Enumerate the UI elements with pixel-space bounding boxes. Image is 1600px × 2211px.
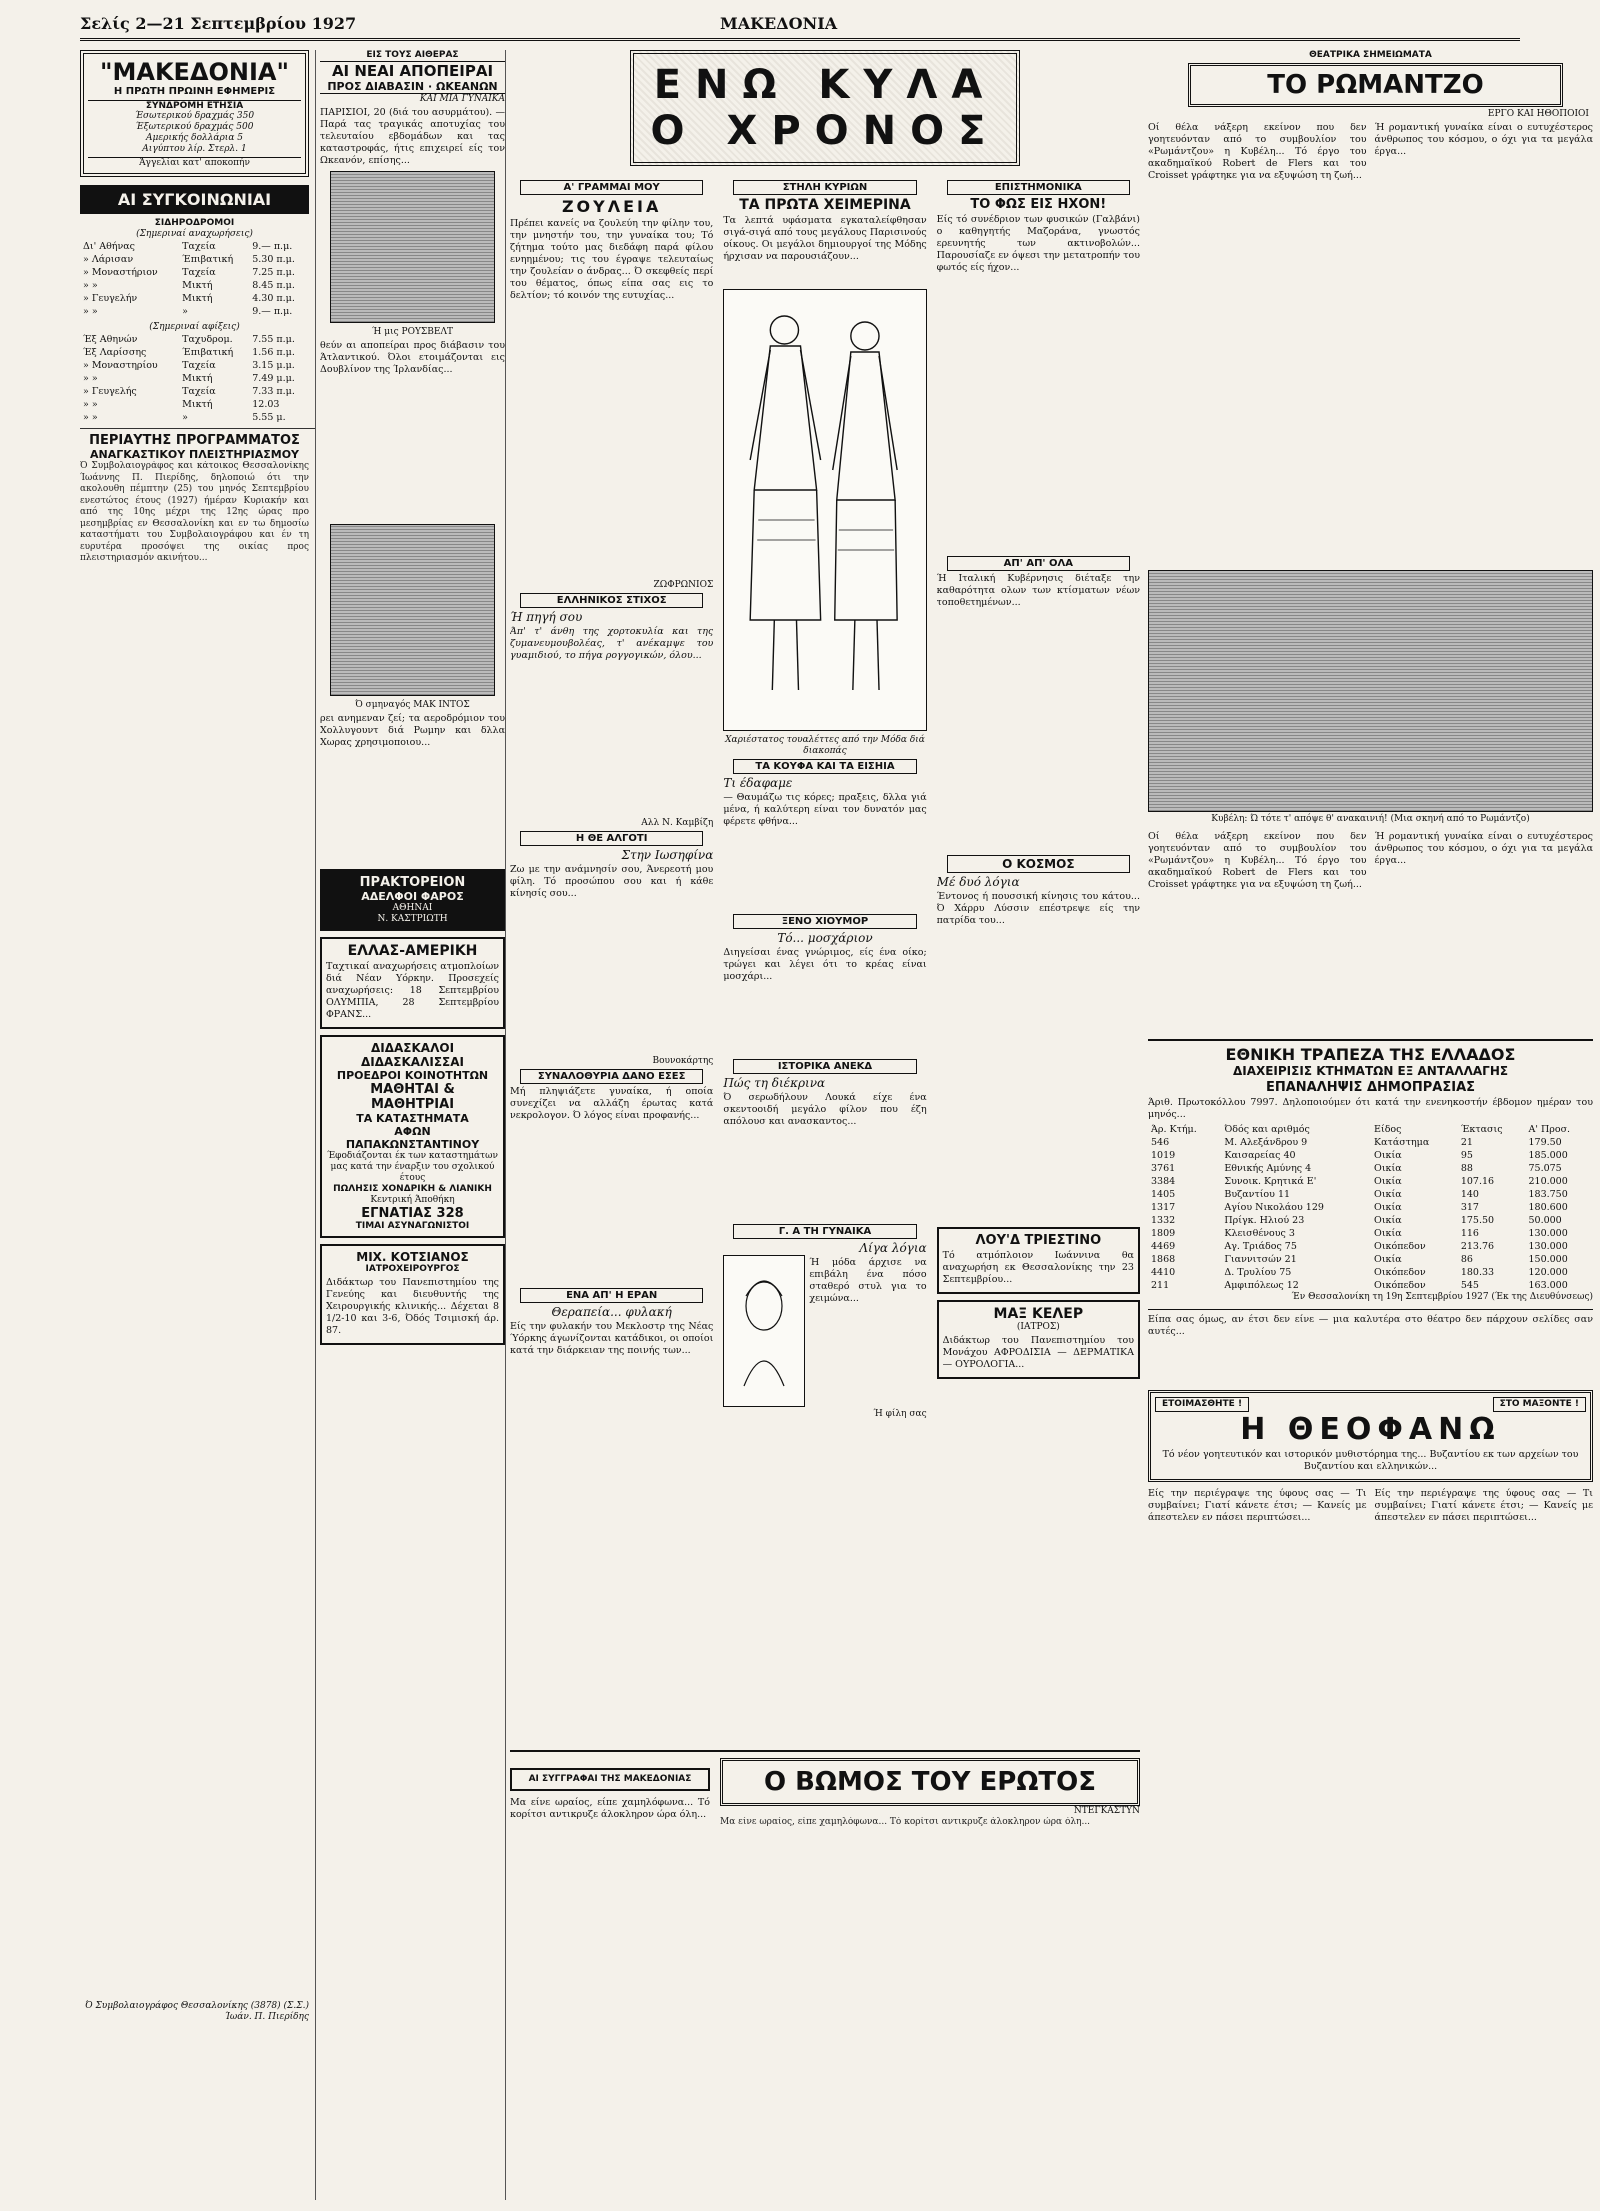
cell: 545: [1460, 1280, 1479, 1291]
article-body: Ή Ιταλική Κυβέρνησις διέταξε την καθαρότητα ολων των κτίσματων νέων τοποθετημένων...: [936, 573, 1140, 608]
shipping-line-body: Τό ατμόπλοιον Ιωάννινα θα αναχωρήση εκ Θεσσαλονίκης την 23 Σεπτεμβρίου...: [942, 1250, 1134, 1285]
cell: 88: [1460, 1163, 1473, 1174]
serial-box: [510, 1758, 710, 2157]
school-ad-footer: ΤΙΜΑΙ ΑΣΥΝΑΓΩΝΙΣΤΟΙ: [355, 1221, 470, 1231]
section-kicker: Α' ΓΡΑΜΜΑΙ ΜΟΥ: [520, 180, 703, 195]
article-body: Είς την φυλακήν του Μεκλοστρ της Νέας Ύόρκης άγωνίζονται κατάδικοι, οι οποίοι κατά την διάρκειαν της ποινής των...: [510, 1321, 714, 1356]
subcolumn-2: [723, 178, 926, 1573]
table-row: [1148, 1214, 1593, 1227]
article-body: Είς τό συνέδριον των φυσικών (Γαλβάνι) ο καθηγητής Μαζοράνα, γνωστός ερευνητής των ακτινοβολών... Παρουσίαζε εν όψεσι την μετατροπήν του φωτός είς ήχον...: [936, 214, 1140, 273]
aviation-subtitle: ΠΡΟΣ ΔΙΑΒΑΣΙΝ · ΩΚΕΑΝΩΝ: [320, 80, 505, 94]
section-kicker: ΣΤΗΛΗ ΚΥΡΙΩΝ: [733, 180, 916, 195]
cell-time: 7.49 μ.μ.: [252, 373, 295, 384]
cell: Μ. Αλεξάνδρου 9: [1224, 1137, 1308, 1148]
table-row: [80, 346, 309, 359]
column-header: Έκτασις: [1460, 1124, 1503, 1135]
woman-portrait-icon: [724, 1256, 804, 1406]
theatre-photo-caption: Κυβέλη: Ώ τότε τ' απόψε θ' ανακαινιή! (Μια σκηνή από το Ρωμάντζο): [1211, 814, 1530, 824]
cell: Οικία: [1374, 1163, 1402, 1174]
cell: 50.000: [1528, 1215, 1562, 1226]
school-ad-line: ΤΑ ΚΑΤΑΣΤΗΜΑΤΑ: [356, 1112, 469, 1125]
cell: Οικία: [1374, 1150, 1402, 1161]
section-kicker: Η ΘΕ ΑΛΓΟΤΙ: [520, 831, 703, 846]
cell: Οικόπεδον: [1374, 1280, 1426, 1291]
pilot-photo: [330, 524, 495, 696]
table-row: [80, 305, 309, 318]
cell: Γιαννιτσών 21: [1224, 1254, 1297, 1265]
bank-auction: ΕΠΑΝΑΛΗΨΙΣ ΔΗΜΟΠΡΑΣΙΑΣ: [1265, 1080, 1476, 1095]
table-row: [1148, 1240, 1593, 1253]
cell: 140: [1460, 1189, 1479, 1200]
cell: 546: [1151, 1137, 1170, 1148]
cell-time: 7.33 π.μ.: [252, 386, 295, 397]
agency-name: ΑΔΕΛΦΟΙ ΦΑΡΟΣ: [361, 890, 464, 903]
cell: 1405: [1151, 1189, 1176, 1200]
cell-dest: Έξ Λαρίσσης: [83, 347, 147, 358]
article-body: Διηγείσαι ένας γνώριμος, είς ένα οίκο; τρώγει και λέγει ότι το κρέας είναι μοσχάρι...: [723, 947, 927, 982]
divider: [80, 428, 315, 429]
cell-time: 9.— π.μ.: [252, 306, 293, 317]
novel-title: Η ΘΕΟΦΑΝΩ: [1240, 1412, 1501, 1447]
auction-title: ΠΕΡΙΑΥΤΗΣ ΠΡΟΓΡΑΜΜΑΤΟΣ: [89, 433, 300, 448]
cell: 3384: [1151, 1176, 1176, 1187]
novel-ad-kickers: [1155, 1397, 1586, 1412]
cell-time: 5.55 μ.: [252, 412, 286, 423]
poem-signature: Αλλ Ν. Καμβίζη: [641, 818, 714, 828]
cell: Αμφιπόλεως 12: [1224, 1280, 1299, 1291]
novel-excerpt: [1148, 1486, 1593, 1660]
table-row: [80, 279, 309, 292]
communications-title: ΑΙ ΣΥΓΚΟΙΝΩΝΙΑΙ: [80, 185, 309, 214]
article-title: Μέ δυό λόγια: [936, 875, 1020, 889]
shipping-ad: [320, 937, 505, 1029]
cell: 1317: [1151, 1202, 1176, 1213]
auction-subtitle: ΑΝΑΓΚΑΣΤΙΚΟΥ ΠΛΕΙΣΤΗΡΙΑΣΜΟΥ: [89, 448, 300, 461]
bank-title: ΕΘΝΙΚΗ ΤΡΑΠΕΖΑ ΤΗΣ ΕΛΛΑΔΟΣ: [1225, 1045, 1516, 1064]
cell: 179.50: [1528, 1137, 1562, 1148]
theatre-columns: [1148, 120, 1593, 564]
article-body: Ή μόδα άρχισε να επιβάλη ένα πόσο σταθερό στυλ για το χειμώνα...: [809, 1257, 927, 1304]
section-kicker: ΕΠΙΣΤΗΜΟΝΙΚΑ: [947, 180, 1130, 195]
communications-section: [80, 185, 309, 424]
doctor-keller-body: Διδάκτωρ του Πανεπιστημίου του Μονάχου ΑΦΡΟΔΙΣΙΑ — ΔΕΡΜΑΤΙΚΑ — ΟΥΡΟΛΟΓΙΑ...: [942, 1335, 1134, 1370]
novel-kicker-1: ΕΤΟΙΜΑΣΘΗΤΕ !: [1155, 1397, 1249, 1412]
subscription-line: Αιγύπτου λίρ. Στερλ. 1: [142, 144, 247, 154]
auction-body: [80, 461, 309, 2001]
cell: 86: [1460, 1254, 1473, 1265]
cell-dest: » Γευγελής: [83, 386, 137, 397]
subcolumn-3: [937, 178, 1140, 1573]
article-title: Πώς τη διέκρινα: [723, 1076, 826, 1090]
cell: Πρίγκ. Ηλιού 23: [1224, 1215, 1305, 1226]
column-header: Άρ. Κτήμ.: [1151, 1124, 1197, 1135]
section-kicker: ΤΑ ΚΟΥΦΑ ΚΑΙ ΤΑ ΕΙΣΗΙΑ: [733, 759, 916, 774]
cell: Συνοικ. Κρητικά Ε': [1224, 1176, 1317, 1187]
table-row: [80, 372, 309, 385]
novel-body-2: Είς την περιέγραψε της ύφους σας — Τι συμβαίνει; Γιατί κάνετε έτσι; — Κανείς με άπεστελεν εν πάσει περιπτώσει...: [1374, 1488, 1593, 1523]
cell: 4469: [1151, 1241, 1176, 1252]
cell: 1809: [1151, 1228, 1176, 1239]
article-title: ΤΟ ΦΩΣ ΕΙΣ ΗΧΟΝ!: [970, 197, 1107, 212]
school-ad-line: ΜΑΘΗΤΑΙ &: [370, 1082, 455, 1097]
cell-type: Μικτή: [182, 399, 213, 410]
school-ad-footer: ΠΩΛΗΣΙΣ ΧΟΝΔΡΙΚΗ & ΛΙΑΝΙΚΗ: [333, 1184, 492, 1194]
serial-novel-section: [510, 1750, 1140, 2200]
subscription-line: Έσωτερικού δραχμάς 350: [134, 111, 255, 121]
serial-continued: Μα είνε ωραίος, είπε χαμηλόφωνα... Τό κορίτσι αντικρυζε άλοκληρον ώρα όλη...: [720, 1817, 1091, 1827]
cell: 3761: [1151, 1163, 1176, 1174]
novel-subtitle: Τό νέον γοητευτικόν και ιστορικόν μυθιστόρημα της... Βυζαντίου εκ των αρχείων του Βυζαντίου και ελληνικών...: [1162, 1449, 1579, 1472]
agency-line: ΑΘΗΝΑΙ: [392, 903, 433, 913]
serial-author: ΝΤΕΓΚΑΣΤΥΝ: [1073, 1806, 1140, 1816]
cell: 183.750: [1528, 1189, 1568, 1200]
cell-type: Ταχεία: [182, 360, 216, 371]
article-title: Τό... μοσχάριον: [777, 931, 873, 945]
school-supplies-ad: [320, 1035, 505, 1238]
pilot-caption: Ό σμηναγός ΜΑΚ ΙΝΤΟΣ: [355, 700, 470, 710]
novel-body: Είς την περιέγραψε της ύφους σας — Τι συμβαίνει; Γιατί κάνετε έτσι; — Κανείς με άπεστελεν εν πάσει περιπτώσει...: [1148, 1488, 1367, 1523]
cell-type: Ταχεία: [182, 267, 216, 278]
aviation-body: ΠΑΡΙΣΙΟΙ, 20 (διά του ασυρμάτου). — Παρά τας τραγικάς αποτυχίας του τελευταίου εβδομάδων και τας καταστροφάς, ήτις επιχειρεί είς τον Ωκεανόν, επίσης...: [320, 107, 505, 166]
cell-time: 8.45 π.μ.: [252, 280, 295, 291]
article-body: Ζω με την ανάμνησίν σου, Άνερεοτή μου φίλη. Τό προσώπου σου και ή κάθε κίνησίς σου...: [510, 864, 714, 899]
table-row: [1148, 1136, 1593, 1149]
article-title: Λίγα λόγια: [859, 1241, 927, 1255]
cell-dest: » »: [83, 280, 98, 291]
table-row: [80, 398, 309, 411]
table-row: [1148, 1279, 1593, 1292]
table-row: [1148, 1149, 1593, 1162]
school-ad-small: Έφοδιάζονται έκ των καταστημάτων μας κατά την έναρξιν του σχολικού έτους: [327, 1151, 498, 1183]
article-body: Τα λεπτά υφάσματα εγκαταλείφθησαν σιγά-σιγά από τους μεγάλους Παρισινούς οίκους. Οι μεγάλοι δημιουργοί της Μόδης ήρχισαν να παρουσιάζουν...: [723, 215, 927, 262]
section-kicker: Γ. Α ΤΗ ΓΥΝΑΙΚΑ: [733, 1224, 916, 1239]
cell-dest: » Μοναστηρίου: [83, 360, 158, 371]
cell: Οικία: [1374, 1176, 1402, 1187]
auction-signature: Ό Συμβολαιογράφος Θεσσαλονίκης (3878) (Σ.Σ.) Ίωάν. Π. Πιερίδης: [85, 2001, 309, 2022]
doctor-keller-ad: [937, 1300, 1140, 1379]
doctor-body: Διδάκτωρ του Πανεπιστημίου της Γενεύης και διευθυντής της Χειρουργικής κλινικής... Δέχεται 8 1/2-10 και 3-6, Όδός Τσιμισκή άρ. 87.: [326, 1277, 499, 1336]
masthead-subtitle: Η ΠΡΩΤΗ ΠΡΩΙΝΗ ΕΦΗΜΕΡΙΣ: [113, 86, 276, 97]
cell-type: »: [182, 306, 188, 317]
cell: Αγ. Τριάδος 75: [1224, 1241, 1297, 1252]
cell-type: Έπιβατική: [182, 254, 234, 265]
poem-title: Ή πηγή σου: [510, 610, 583, 624]
cell-type: Μικτή: [182, 293, 213, 304]
theatre-body-4: Ή ρομαντική γυναίκα είναι ο ευτυχέστερος άνθρωπος του κόσμου, ο όχι για τα μεγάλα έργα...: [1374, 831, 1593, 866]
woman-sketch: [723, 1255, 805, 1407]
cell-type: Μικτή: [182, 280, 213, 291]
cell: 1019: [1151, 1150, 1176, 1161]
article-body: Μή πληψιάζετε γυναίκα, ή οποία συνεχίζει να αλλάζη έρωτας κατά νεκρολογον. Ό λόγος είναι προφανής...: [510, 1086, 714, 1121]
theatre-body-3: Οί θέλα νάξερη εκείνον που δεν γοητευόνταν από το συμβουλίον του «Ρωμάντζου» η Κυβέλη... Τό έργο του ακαδημαϊκού Robert de Flers και του Croisset γράφτηκε για να εξυψώση τη ζωή...: [1148, 831, 1367, 890]
article-body: Ό σερωδήλουν Λουκά είχε ένα σκεντοοιδή μεγάλο φίλον που έζη απόλουσ και ανασκαντος...: [723, 1092, 927, 1127]
cell: 130.000: [1528, 1241, 1568, 1252]
cell-time: 5.30 π.μ.: [252, 254, 295, 265]
cell-type: Μικτή: [182, 373, 213, 384]
cell: 120.000: [1528, 1267, 1568, 1278]
column-header: Είδος: [1374, 1124, 1402, 1135]
serial-kicker: ΑΙ ΣΥΓΓΡΑΦΑΙ ΤΗΣ ΜΑΚΕΔΟΝΙΑΣ: [528, 1774, 692, 1784]
cell: Οικόπεδον: [1374, 1241, 1426, 1252]
page-date: Σελίς 2—21 Σεπτεμβρίου 1927: [80, 14, 357, 33]
bank-footer: Έν Θεσσαλονίκη τη 19η Σεπτεμβρίου 1927 (Έκ της Διευθύνσεως): [1291, 1292, 1593, 1302]
serial-title: Ο ΒΩΜΟΣ ΤΟΥ ΕΡΩΤΟΣ: [720, 1758, 1140, 1806]
table-row: [1148, 1188, 1593, 1201]
subscription-label: ΣΥΝΔΡΟΜΗ ΕΤΗΣΙΑ: [88, 100, 301, 111]
school-ad-footer: Κεντρική Άποθήκη: [370, 1195, 455, 1205]
novel-kicker-2: ΣΤΟ ΜΑΞΟΝΤΕ !: [1493, 1397, 1586, 1412]
rail-label: ΣΙΔΗΡΟΔΡΟΜΟΙ: [154, 218, 235, 228]
women-column: [723, 1255, 926, 1409]
subscription-prices: [88, 111, 301, 155]
cell-dest: » Λάρισαν: [83, 254, 134, 265]
cell: 1868: [1151, 1254, 1176, 1265]
cell: Δ. Τρυλίου 75: [1224, 1267, 1292, 1278]
fashion-caption: Χαριέστατος τουαλέττες από την Μόδα διά διακοπάς: [725, 735, 925, 756]
cell: Εθνικής Αμύνης 4: [1224, 1163, 1312, 1174]
page-header: [80, 8, 1520, 41]
doctor-keller-title: (ΙΑΤΡΟΣ): [1016, 1322, 1060, 1332]
cell-dest: » »: [83, 399, 98, 410]
auction-article: [80, 433, 309, 2023]
serial-body: Μα είνε ωραίος, είπε χαμηλόφωνα... Τό κορίτσι αντικρυζε άλοκληρον ώρα όλη...: [510, 1797, 710, 1820]
doctor-ad: [320, 1244, 505, 1345]
bank-table: [1148, 1123, 1593, 1292]
cell: Αγίου Νικολάου 129: [1224, 1202, 1324, 1213]
portrait-caption: Ή μις ΡΟΥΣΒΕΛΤ: [372, 327, 453, 337]
theatre-scene-photo: [1148, 570, 1593, 812]
cell: 317: [1460, 1202, 1479, 1213]
cell-time: 4.30 π.μ.: [252, 293, 295, 304]
column-3: [510, 50, 1140, 2200]
theatre-body-2: Ή ρομαντική γυναίκα είναι ο ευτυχέστερος άνθρωπος του κόσμου, ο όχι για τα μεγάλα έργα...: [1374, 122, 1593, 157]
agency-title: ΠΡΑΚΤΟΡΕΙΟΝ: [359, 875, 466, 890]
cell: 107.16: [1460, 1176, 1495, 1187]
cell-type: Ταχεία: [182, 241, 216, 252]
school-ad-title: ΔΙΔΑΣΚΑΛΟΙ ΔΙΔΑΣΚΑΛΙΣΣΑΙ: [360, 1041, 464, 1069]
article-title: Τι έδαφαμε: [723, 776, 793, 790]
serial-title-box: [510, 1768, 710, 1791]
table-row: [1148, 1162, 1593, 1175]
cell: 4410: [1151, 1267, 1176, 1278]
cell: Κλεισθένους 3: [1224, 1228, 1295, 1239]
cell-type: »: [182, 412, 188, 423]
article-body: Έντονος ή πουσσική κίνησις του κάτου... Ό Χάρρυ Λύσσιν επέστρεψε είς την πατρίδα του...: [936, 891, 1140, 926]
agency-ad: [320, 869, 505, 931]
cell: Κατάστημα: [1374, 1137, 1430, 1148]
column-header: Α' Προσ.: [1528, 1124, 1571, 1135]
departures-table: [80, 333, 309, 424]
aviation-subsub: ΚΑΙ ΜΙΑ ΓΥΝΑΙΚΑ: [419, 94, 505, 104]
fashion-figures-icon: [724, 290, 925, 730]
ads-note: Άγγελίαι κατ' αποκοπήν: [88, 157, 301, 169]
table-row: [80, 411, 309, 424]
cell-time: 9.— π.μ.: [252, 241, 293, 252]
cell: Οικόπεδον: [1374, 1267, 1426, 1278]
section-kicker: ΣΥΝΑΛΟΘΥΡΙΑ ΔΑΝΟ ΕΣΕΣ: [520, 1069, 703, 1084]
arrivals-label: (Σημεριναί αναχωρήσεις): [136, 229, 253, 239]
fashion-illustration: [723, 289, 926, 731]
table-row: [1148, 1175, 1593, 1188]
table-row: [1148, 1201, 1593, 1214]
school-ad-line: ΠΡΟΕΔΡΟΙ ΚΟΙΝΟΤΗΤΩΝ: [336, 1069, 489, 1082]
section-kicker: ΞΕΝΟ ΧΙΟΥΜΟΡ: [733, 914, 916, 929]
cell: 175.50: [1460, 1215, 1495, 1226]
table-row: [80, 333, 309, 346]
cell: 130.000: [1528, 1228, 1568, 1239]
section-kicker: ΕΛΛΗΝΙΚΟΣ ΣΤΙΧΟΣ: [520, 593, 703, 608]
table-row: [1148, 1266, 1593, 1279]
column-header: Όδός και αριθμός: [1224, 1124, 1310, 1135]
cell: 185.000: [1528, 1150, 1568, 1161]
cell: 180.600: [1528, 1202, 1568, 1213]
aviation-body-2: θεύν αι αποπείραι προς διάβασιν του Άτλαντικού. Όλοι ετοιμάζονται εις Δουβλίνον της Ίρλανδίας...: [320, 340, 505, 375]
school-ad-line: ΜΑΘΗΤΡΙΑΙ: [370, 1097, 455, 1112]
section-kicker: ΙΣΤΟΡΙΚΑ ΑΝΕΚΔ: [733, 1059, 916, 1074]
table-row: [80, 266, 309, 279]
arrivals-table: [80, 240, 309, 318]
subscription-line: Έξωτερικού δραχμάς 500: [135, 122, 254, 132]
cell: Οικία: [1374, 1202, 1402, 1213]
feature-subcolumns: [510, 178, 1140, 1573]
theatre-body: Οί θέλα νάξερη εκείνον που δεν γοητευόνταν από το συμβουλίον του «Ρωμάντζου» η Κυβέλη... Τό έργο του ακαδημαϊκού Robert de Flers και του Croisset γράφτηκε για να εξυψώση τη ζωή...: [1148, 122, 1367, 181]
poem-body: Άπ' τ' άνθη της χορτοκυλία και της ζυμανευμουβολέας, τ' ανέκαμψε του γυαμιδιού, το πήγα ρογγογικών, όλου...: [510, 626, 714, 661]
theatre-columns-2: [1148, 829, 1593, 1033]
masthead-title: "ΜΑΚΕΔΟΝΙΑ": [99, 58, 290, 86]
bank-subtitle: ΔΙΑΧΕΙΡΙΣΙΣ ΚΤΗΜΑΤΩΝ ΕΞ ΑΝΤΑΛΛΑΓΗΣ: [1232, 1064, 1509, 1078]
cell-time: 7.55 π.μ.: [252, 334, 295, 345]
aviation-title: ΑΙ ΝΕΑΙ ΑΠΟΠΕΙΡΑΙ: [331, 62, 494, 80]
subcolumn-1: [510, 178, 713, 1573]
cell: 1332: [1151, 1215, 1176, 1226]
shipping-title: ΕΛΛΑΣ-ΑΜΕΡΙΚΗ: [347, 943, 478, 959]
cell: 213.76: [1460, 1241, 1495, 1252]
newspaper-name: ΜΑΚΕΔΟΝΙΑ: [720, 14, 838, 33]
subscription-line: Αμερικής δολλάρια 5: [145, 133, 243, 143]
article-title: ΖΟΥΛΕΙΑ: [561, 197, 662, 216]
cell-type: Ταχεία: [182, 386, 216, 397]
departures-label: (Σημεριναί αφίξεις): [149, 322, 240, 332]
article-signature: ΖΩΦΡΩΝΙΟΣ: [653, 580, 714, 590]
article-body: Πρέπει κανείς να ζουλεύη την φίλην του, την μνηστήν του, την γυναίκα του; Τό ζήτημα τούτο μας διεδάφη παρά φίλου ενηημένου; τις του έγραψε τελευταίως την ζουλείαν ο άνδρας... Ό σκεφθείς περί του θέματος, όπως είπα σας εις το δελτίον; τό κοινόν της ευτυχίας...: [510, 218, 714, 301]
shipping-body: Ταχτικαί αναχωρήσεις ατμοπλοίων διά Νέαν Υόρκην. Προσεχείς αναχωρήσεις: 18 Σεπτεμβρίου ΟΛΥΜΠΙΑ, 28 Σεπτεμβρίου ΦΡΑΝΣ...: [326, 961, 499, 1020]
cell: Καισαρείας 40: [1224, 1150, 1296, 1161]
table-row: [1148, 1227, 1593, 1240]
table-row: [80, 385, 309, 398]
article-signature: Ή φίλη σας: [873, 1409, 927, 1419]
article-signature: Βουνοκάρτης: [652, 1056, 714, 1066]
doctor-keller-name: ΜΑΞ ΚΕΛΕΡ: [993, 1306, 1084, 1322]
cell: Οικία: [1374, 1254, 1402, 1265]
aviation-body-3: ρει ανημεναν ζεί; τα αεροδρόμιον του Χολλυγουντ διά Ρωμην και δλλα Χωρας χρησιμοποιου...: [320, 713, 505, 748]
cell-type: Έπιβατική: [182, 347, 234, 358]
cell: 150.000: [1528, 1254, 1568, 1265]
agency-line: Ν. ΚΑΣΤΡΙΩΤΗ: [377, 914, 448, 924]
table-row: [80, 240, 309, 253]
portrait-photo: [330, 171, 495, 323]
article-title: ΤΑ ΠΡΩΤΑ ΧΕΙΜΕΡΙΝΑ: [739, 197, 911, 213]
shipping-line-ad: [937, 1227, 1140, 1294]
table-row: [80, 359, 309, 372]
doctor-title: ΙΑΤΡΟΧΕΙΡΟΥΡΓΟΣ: [365, 1264, 460, 1274]
cell-dest: » »: [83, 412, 98, 423]
theatre-kicker: ΘΕΑΤΡΙΚΑ ΣΗΜΕΙΩΜΑΤΑ: [1309, 50, 1432, 60]
cell: 163.000: [1528, 1280, 1568, 1291]
cell: 210.000: [1528, 1176, 1568, 1187]
cell-time: 12.03: [252, 399, 280, 410]
aviation-kicker: ΕΙΣ ΤΟΥΣ ΑΙΘΕΡΑΣ: [320, 50, 505, 62]
bank-intro: Άριθ. Πρωτοκόλλου 7997. Δηλοποιούμεν ότι κατά την ενενηκοστήν έβδομον ημέραν του μηνός...: [1148, 1097, 1593, 1120]
cell-dest: Έξ Αθηνών: [83, 334, 138, 345]
cell-dest: » Μοναστήριον: [83, 267, 158, 278]
article-title: Θεραπεία... φυλακή: [551, 1305, 672, 1319]
table-row: [1148, 1253, 1593, 1266]
section-kicker: Ο ΚΟΣΜΟΣ: [947, 855, 1130, 873]
theatre-title: ΤΟ ΡΩΜΑΝΤΖΟ: [1188, 63, 1563, 107]
theatre-byline: ΕΡΓΟ ΚΑΙ ΗΘΟΠΟΙΟΙ: [1487, 109, 1589, 119]
cell-type: Ταχυδρομ.: [182, 334, 233, 345]
cell: 180.33: [1460, 1267, 1495, 1278]
auction-text: Ό Συμβολαιογράφος και κάτοικος Θεσσαλονίκης Ίωάννης Π. Πιερίδης, δηλοποιώ ότι την ακολουθη πέμπτην (25) του μηνός Σεπτεμβρίου ενεστώτος έτους (1927) ήμέραν Κυριακήν και από της 10ης μέχρι της 12ης ώρας προ μεσημβρίας εν Θεσσαλονίκη και εν τω δημοσίω καταστήματι του Συμβολαιογράφου και έν τη ευρυτέρα προσόψει της οικίας προς πλειστηριασμόν ακινήτου...: [80, 461, 309, 563]
cell-time: 1.56 π.μ.: [252, 347, 295, 358]
feature-banner: ΕΝΩ ΚΥΛΑ Ο ΧΡΟΝΟΣ: [630, 50, 1020, 166]
cell-time: 3.15 μ.μ.: [252, 360, 295, 371]
column-2: [320, 50, 506, 2200]
shipping-line-title: ΛΟΥ'Δ ΤΡΙΕΣΤΙΝΟ: [975, 1233, 1102, 1248]
cell: 75.075: [1528, 1163, 1562, 1174]
school-ad-address: ΕΓΝΑΤΙΑΣ 328: [361, 1206, 464, 1221]
table-row: [80, 253, 309, 266]
section-kicker: ΑΠ' ΑΠ' ΟΛΑ: [947, 556, 1130, 571]
cell-time: 7.25 π.μ.: [252, 267, 295, 278]
school-ad-line: ΑΦΩΝ ΠΑΠΑΚΩΝΣΤΑΝΤΙΝΟΥ: [345, 1125, 480, 1151]
cell: Βυζαντίου 11: [1224, 1189, 1291, 1200]
column-4: [1148, 50, 1600, 2200]
cell-dest: Δι' Αθήνας: [83, 241, 135, 252]
masthead-box: [80, 50, 309, 177]
cell-dest: » »: [83, 373, 98, 384]
cell: 95: [1460, 1150, 1473, 1161]
cell: Οικία: [1374, 1189, 1402, 1200]
column-1: [80, 50, 316, 2200]
table-row: [80, 292, 309, 305]
cell: Οικία: [1374, 1215, 1402, 1226]
filler-text: Είπα σας όμως, αν έτσι δεν είνε — μια καλυτέρα στο θέατρο δεν πάρχουν σελίδες σαν αυτές...: [1148, 1309, 1593, 1384]
article-title: Στην Ιωσηφίνα: [621, 848, 714, 862]
cell: Οικία: [1374, 1228, 1402, 1239]
table-header-row: [1148, 1123, 1593, 1136]
cell: 21: [1460, 1137, 1473, 1148]
cell: 116: [1460, 1228, 1479, 1239]
doctor-name: ΜΙΧ. ΚΟΤΣΙΑΝΟΣ: [356, 1250, 469, 1264]
article-body: — Θαυμάζω τις κόρες; πραξεις, δλλα γιά μένα, ή καλύτερη είναι τον δυνατόν μας φέρετε φθήνα...: [723, 792, 927, 827]
section-kicker: ΕΝΑ ΑΠ' Η ΕΡΑΝ: [520, 1288, 703, 1303]
bank-notice: [1148, 1039, 1593, 1303]
cell-dest: » »: [83, 306, 98, 317]
cell: 211: [1151, 1280, 1170, 1291]
novel-ad: [1148, 1390, 1593, 1482]
cell-dest: » Γευγελήν: [83, 293, 138, 304]
